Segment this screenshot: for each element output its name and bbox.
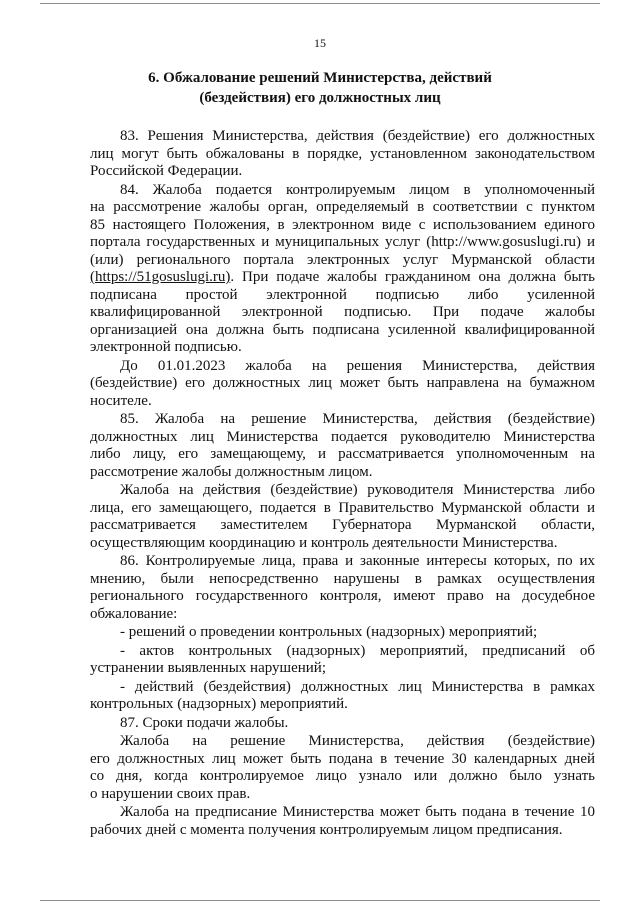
paragraph-line: Жалоба на действия (бездействие) руководителя Министерства либо — [120, 482, 595, 498]
paragraph-p87a — [90, 733, 595, 803]
paragraph-line: устранении выявленных нарушений; — [90, 660, 326, 676]
paragraph-line: либо лицу, его замещающему, и рассматривается уполномоченным на — [90, 446, 595, 462]
paragraph-line: До 01.01.2023 жалоба на решения Министерства, действия — [120, 357, 595, 374]
regional-portal-link[interactable]: (https://51gosuslugi.ru) — [90, 269, 231, 285]
paragraph-line: осуществляющим координацию и контроль деятельности Министерства. — [90, 534, 558, 551]
paragraph-line: квалифицированной электронной подписью. При подаче жалобы — [90, 304, 595, 320]
paragraph-p85 — [90, 411, 595, 481]
paragraph-line: - решений о проведении контрольных (надзорных) мероприятий; — [120, 624, 538, 640]
paragraph-line: Российской Федерации. — [90, 163, 243, 179]
paragraph-line-with-link — [90, 269, 595, 287]
paragraph-line: лица, его замещающего, подается в Правительство Мурманской области и — [90, 499, 595, 516]
paragraph-line: (бездействие) его должностных лиц может быть направлена на бумажном — [90, 375, 595, 391]
paragraph-line: его должностных лиц может быть подана в течение 30 календарных дней — [90, 750, 595, 767]
paragraph-p86 — [90, 553, 595, 623]
paragraph-line: - актов контрольных (надзорных) мероприятий, предписаний об — [120, 642, 595, 659]
link-tail-text: . При подаче жалобы гражданином она должна быть — [230, 269, 595, 285]
page-number: 15 — [314, 36, 326, 50]
paragraph-p85b — [90, 482, 595, 552]
document-body — [90, 128, 595, 840]
paragraph-line: организацией она должна быть подписана усиленной квалифицированной — [90, 321, 595, 338]
section-title-line-2: (бездействия) его должностных лиц — [199, 90, 441, 106]
scan-artifact-top — [40, 3, 600, 4]
paragraph-line: портала государственных и муниципальных услуг (http://www.gosuslugi.ru) и — [90, 234, 595, 250]
paragraph-line: рабочих дней с момента получения контролируемым лицом предписания. — [90, 821, 563, 838]
paragraph-line: рассматривается заместителем Губернатора Мурманской области, — [90, 517, 595, 533]
paragraph-p86b — [90, 643, 595, 678]
paragraph-line: носителе. — [90, 392, 152, 409]
paragraph-p84b — [90, 358, 595, 411]
paragraph-line: Жалоба на предписание Министерства может быть подана в течение 10 — [120, 804, 595, 820]
paragraph-p87b — [90, 804, 595, 839]
paragraph-line: обжалование: — [90, 605, 178, 622]
paragraph-line: 85 настоящего Положения, в электронном виде с использованием единого — [90, 216, 595, 233]
paragraph-line: 85. Жалоба на решение Министерства, действия (бездействие) — [120, 411, 595, 427]
paragraph-line: 86. Контролируемые лица, права и законные интересы которых, по их — [120, 553, 595, 569]
paragraph-p84 — [90, 182, 595, 357]
paragraph-line: со дня, когда контролируемое лицо узнало или должно было узнать — [90, 768, 595, 784]
paragraph-line: Жалоба на решение Министерства, действия (бездействие) — [120, 733, 595, 749]
paragraph-line: лиц могут быть обжалованы в порядке, установленном законодательством — [90, 145, 595, 162]
section-title-line-1: 6. Обжалование решений Министерства, действий — [148, 70, 492, 86]
section-heading — [60, 68, 580, 108]
paragraph-line: мнению, были непосредственно нарушены в рамках осуществления — [90, 570, 595, 587]
paragraph-line: регионального государственного контроля, имеют право на досудебное — [90, 588, 595, 604]
paragraph-p86a — [90, 624, 595, 642]
paragraph-line: о нарушении своих прав. — [90, 785, 251, 802]
paragraph-line: контрольных (надзорных) мероприятий. — [90, 696, 348, 712]
paragraph-p87 — [90, 715, 595, 733]
paragraph-line: - действий (бездействия) должностных лиц Министерства в рамках — [120, 678, 595, 695]
paragraph-line: на рассмотрение жалобы орган, определяемый в соответствии с пунктом — [90, 199, 595, 215]
paragraph-line: подписана простой электронной подписью либо усиленной — [90, 286, 595, 303]
paragraph-line: (или) регионального портала электронных услуг Мурманской области — [90, 251, 595, 268]
scan-artifact-bottom — [40, 900, 600, 901]
paragraph-p86c — [90, 679, 595, 714]
paragraph-line: 87. Сроки подачи жалобы. — [120, 714, 289, 731]
paragraph-line: электронной подписью. — [90, 339, 242, 355]
paragraph-line: должностных лиц Министерства подается руководителю Министерства — [90, 428, 595, 445]
paragraph-line: 83. Решения Министерства, действия (бездействие) его должностных — [120, 128, 595, 144]
paragraph-p83 — [90, 128, 595, 181]
paragraph-line: рассмотрение жалобы должностным лицом. — [90, 463, 373, 480]
paragraph-line: 84. Жалоба подается контролируемым лицом в уполномоченный — [120, 181, 595, 198]
